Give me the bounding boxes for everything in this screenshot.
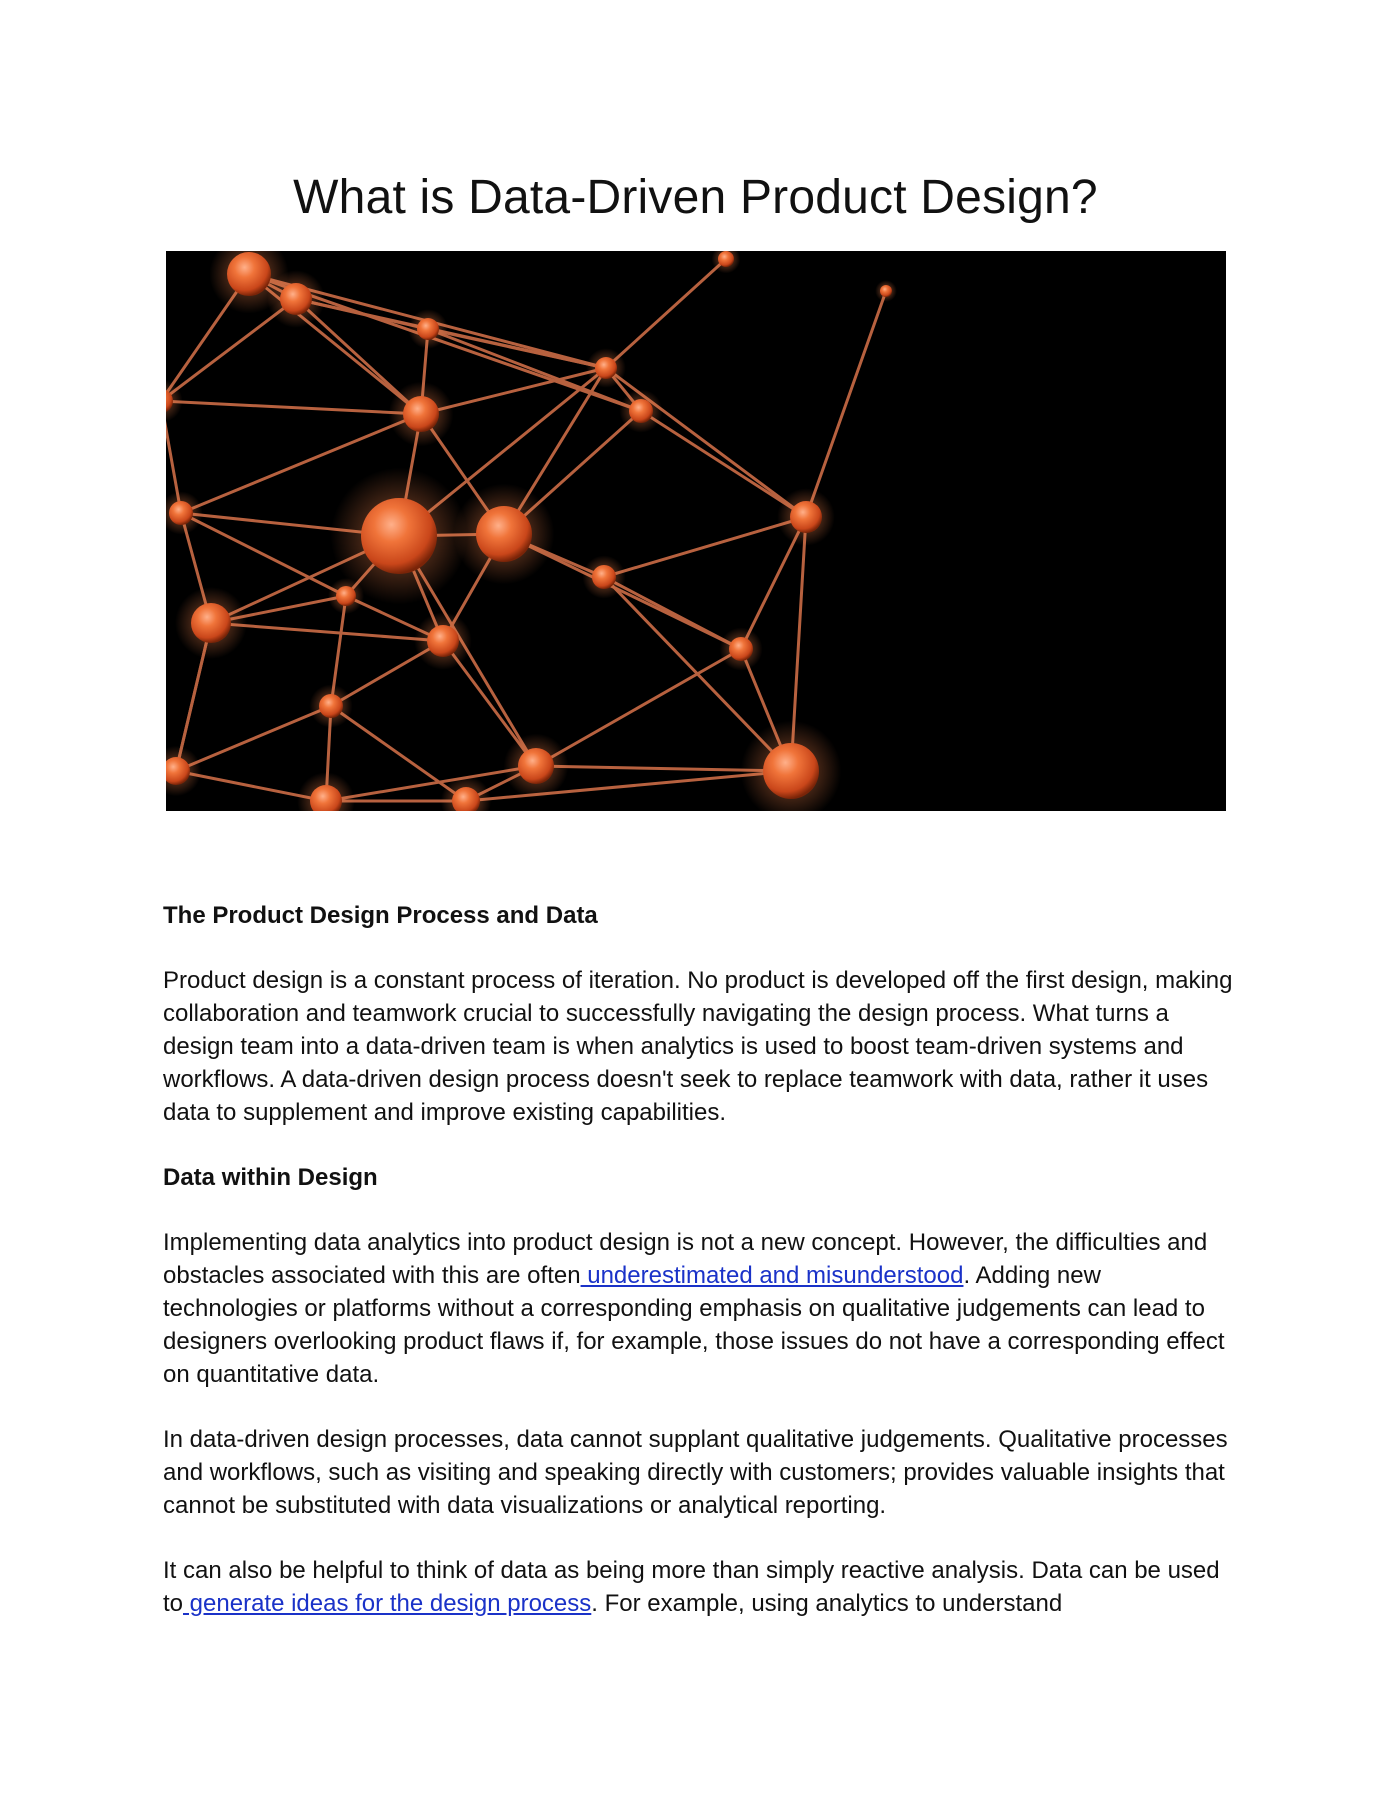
network-node <box>729 637 753 661</box>
hero-image <box>166 251 1226 811</box>
network-node <box>629 399 653 423</box>
network-node <box>403 396 439 432</box>
section-heading: The Product Design Process and Data <box>163 902 598 929</box>
network-node <box>880 285 892 297</box>
network-node <box>336 586 356 606</box>
network-node <box>227 252 271 296</box>
network-node <box>280 283 312 315</box>
paragraph <box>163 1554 1233 1620</box>
paragraph: Product design is a constant process of iteration. No product is developed off the first design, making collaboration and teamwork crucial to successfully navigating the design process. What turns a design team into a data-driven team is when analytics is used to boost team-driven systems and workflows. A data-driven design process doesn't seek to replace teamwork with data, rather it uses data to supplement and improve existing capabilities. <box>163 967 1233 1126</box>
network-node <box>595 357 617 379</box>
section-heading: Data within Design <box>163 1164 378 1191</box>
network-node <box>417 318 439 340</box>
paragraph: In data-driven design processes, data cannot supplant qualitative judgements. Qualitative processes and workflows, such as visiting and speaking directly with customers; provides valuable insights that cannot be substituted with data visualizations or analytical reporting. <box>163 1426 1228 1519</box>
page-title: What is Data-Driven Product Design? <box>293 171 1098 224</box>
paragraph-text: . For example, using analytics to understand <box>591 1590 1063 1617</box>
network-node <box>790 501 822 533</box>
network-node <box>476 506 532 562</box>
generate-ideas-link[interactable]: generate ideas for the design process <box>183 1590 592 1617</box>
underestimated-link[interactable]: underestimated and misunderstood <box>580 1262 964 1289</box>
network-node <box>518 748 554 784</box>
network-node <box>361 498 437 574</box>
network-node <box>319 694 343 718</box>
paragraph-text: . Adding new technologies or platforms without a corresponding emphasis on qualitative judgements can lead to designers overlooking product flaws if, for example, those issues do not have a corresponding effect on quantitative data. <box>163 1262 1225 1388</box>
network-graph-image <box>166 251 1226 811</box>
paragraph-text: It can also be helpful to think of data as being more than simply reactive analysis. Data can be used to <box>163 1557 1220 1617</box>
network-node <box>592 565 616 589</box>
paragraph-text: Implementing data analytics into product design is not a new concept. However, the difficulties and obstacles associated with this are often <box>163 1229 1208 1289</box>
network-node <box>763 743 819 799</box>
network-node <box>169 501 193 525</box>
network-node <box>427 625 459 657</box>
paragraph <box>163 1226 1233 1391</box>
network-node <box>718 251 734 267</box>
network-node <box>191 603 231 643</box>
article-body <box>163 899 1233 1620</box>
